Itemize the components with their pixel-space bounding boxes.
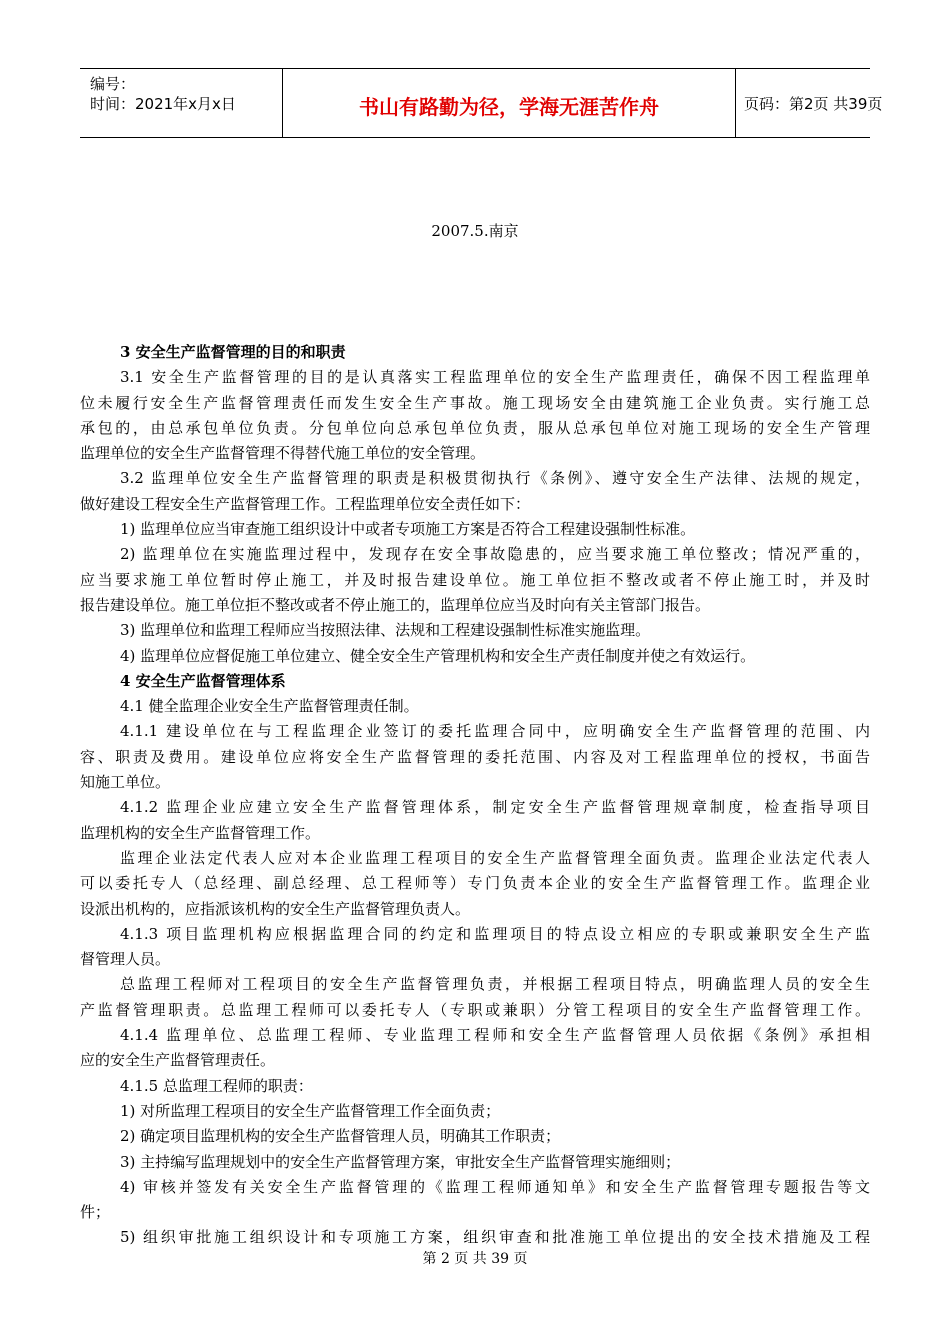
header-motto-cell	[282, 69, 736, 137]
body-text	[80, 340, 870, 1251]
body-line: 4.1.3 项目监理机构应根据监理合同的约定和监理项目的特点设立相应的专职或兼职安全生产监	[120, 924, 870, 943]
page-info: 页码：第2页 共39页	[744, 95, 883, 113]
date-place: 2007.5.南京	[431, 222, 519, 240]
body-line: 知施工单位。	[80, 773, 171, 792]
body-line: 2) 确定项目监理机构的安全生产监督管理人员，明确其工作职责；	[120, 1127, 561, 1146]
body-line: 总监理工程师对工程项目的安全生产监督管理负责，并根据工程项目特点，明确监理人员的安全生	[120, 975, 870, 994]
body-line: 1) 对所监理工程项目的安全生产监督管理工作全面负责；	[120, 1101, 501, 1120]
header-page-cell	[736, 69, 883, 137]
body-line: 位未履行安全生产监督管理责任而发生安全生产事故。施工现场安全由建筑施工企业负责。实行施工总	[80, 393, 870, 412]
body-line: 3) 监理单位和监理工程师应当按照法律、法规和工程建设强制性标准实施监理。	[120, 621, 651, 640]
body-line: 应的安全生产监督管理责任。	[80, 1051, 276, 1070]
body-line: 4.1.2 监理企业应建立安全生产监督管理体系，制定安全生产监督管理规章制度，检查指导项目	[120, 798, 870, 817]
body-line: 3 安全生产监督管理的目的和职责	[120, 343, 346, 361]
body-line: 应当要求施工单位暂时停止施工，并及时报告建设单位。施工单位拒不整改或者不停止施工时，并及时	[80, 570, 870, 589]
number-label: 编号：	[90, 75, 136, 93]
body-line: 1) 监理单位应当审查施工组织设计中或者专项施工方案是否符合工程建设强制性标准。	[120, 520, 696, 539]
body-line: 2) 监理单位在实施监理过程中，发现存在安全事故隐患的，应当要求施工单位整改；情况严重的，	[120, 545, 870, 564]
body-line: 督管理人员。	[80, 950, 171, 969]
time-label: 时间：2021年x月x日	[90, 95, 236, 113]
body-line: 产监督管理职责。总监理工程师可以委托专人（专职或兼职）分管工程项目的安全生产监督管理工作。	[80, 1000, 870, 1019]
body-line: 3) 主持编写监理规划中的安全生产监督管理方案，审批安全生产监督管理实施细则；	[120, 1152, 681, 1171]
body-line: 承包的，由总承包单位负责。分包单位向总承包单位负责，服从总承包单位对施工现场的安全生产管理	[80, 418, 870, 437]
body-line: 容、职责及费用。建设单位应将安全生产监督管理的委托范围、内容及对工程监理单位的授权，书面告	[80, 747, 870, 766]
body-line: 4.1.4 监理单位、总监理工程师、专业监理工程师和安全生产监督管理人员依据《条例》承担相	[120, 1026, 870, 1045]
body-line: 5) 组织审批施工组织设计和专项施工方案，组织审查和批准施工单位提出的安全技术措施及工程	[120, 1228, 870, 1247]
body-line: 做好建设工程安全生产监督管理工作。工程监理单位安全责任如下：	[80, 494, 531, 513]
body-line: 可以委托专人（总经理、副总经理、总工程师等）专门负责本企业的安全生产监督管理工作。监理企业	[80, 874, 870, 893]
body-line: 设派出机构的，应指派该机构的安全生产监督管理负责人。	[80, 899, 471, 918]
body-line: 4.1.5 总监理工程师的职责：	[120, 1076, 313, 1095]
body-line: 件；	[80, 1203, 111, 1222]
body-line: 监理单位的安全生产监督管理不得替代施工单位的安全管理。	[80, 444, 486, 463]
body-line: 4) 监理单位应督促施工单位建立、健全安全生产管理机构和安全生产责任制度并使之有效运行。	[120, 646, 756, 665]
body-line: 3.1 安全生产监督管理的目的是认真落实工程监理单位的安全生产监理责任，确保不因工程监理单	[120, 368, 870, 387]
header-left-cell	[80, 69, 280, 137]
body-line: 报告建设单位。施工单位拒不整改或者不停止施工的，监理单位应当及时向有关主管部门报告。	[80, 595, 711, 614]
body-line: 监理机构的安全生产监督管理工作。	[80, 823, 321, 842]
motto: 书山有路勤为径，学海无涯苦作舟	[359, 95, 659, 119]
body-line: 4.1.1 建设单位在与工程监理企业签订的委托监理合同中，应明确安全生产监督管理的范围、内	[120, 722, 870, 741]
body-line: 3.2 监理单位安全生产监督管理的职责是积极贯彻执行《条例》、遵守安全生产法律、法规的规定，	[120, 469, 870, 488]
body-line: 4 安全生产监督管理体系	[120, 671, 286, 690]
header-table	[80, 68, 883, 138]
body-line: 监理企业法定代表人应对本企业监理工程项目的安全生产监督管理全面负责。监理企业法定代表人	[120, 848, 870, 867]
page-footer: 第 2 页 共 39 页	[422, 1251, 528, 1267]
body-line: 4.1 健全监理企业安全生产监督管理责任制。	[120, 697, 419, 716]
body-line: 4) 审核并签发有关安全生产监督管理的《监理工程师通知单》和安全生产监督管理专题报告等文	[120, 1177, 870, 1196]
